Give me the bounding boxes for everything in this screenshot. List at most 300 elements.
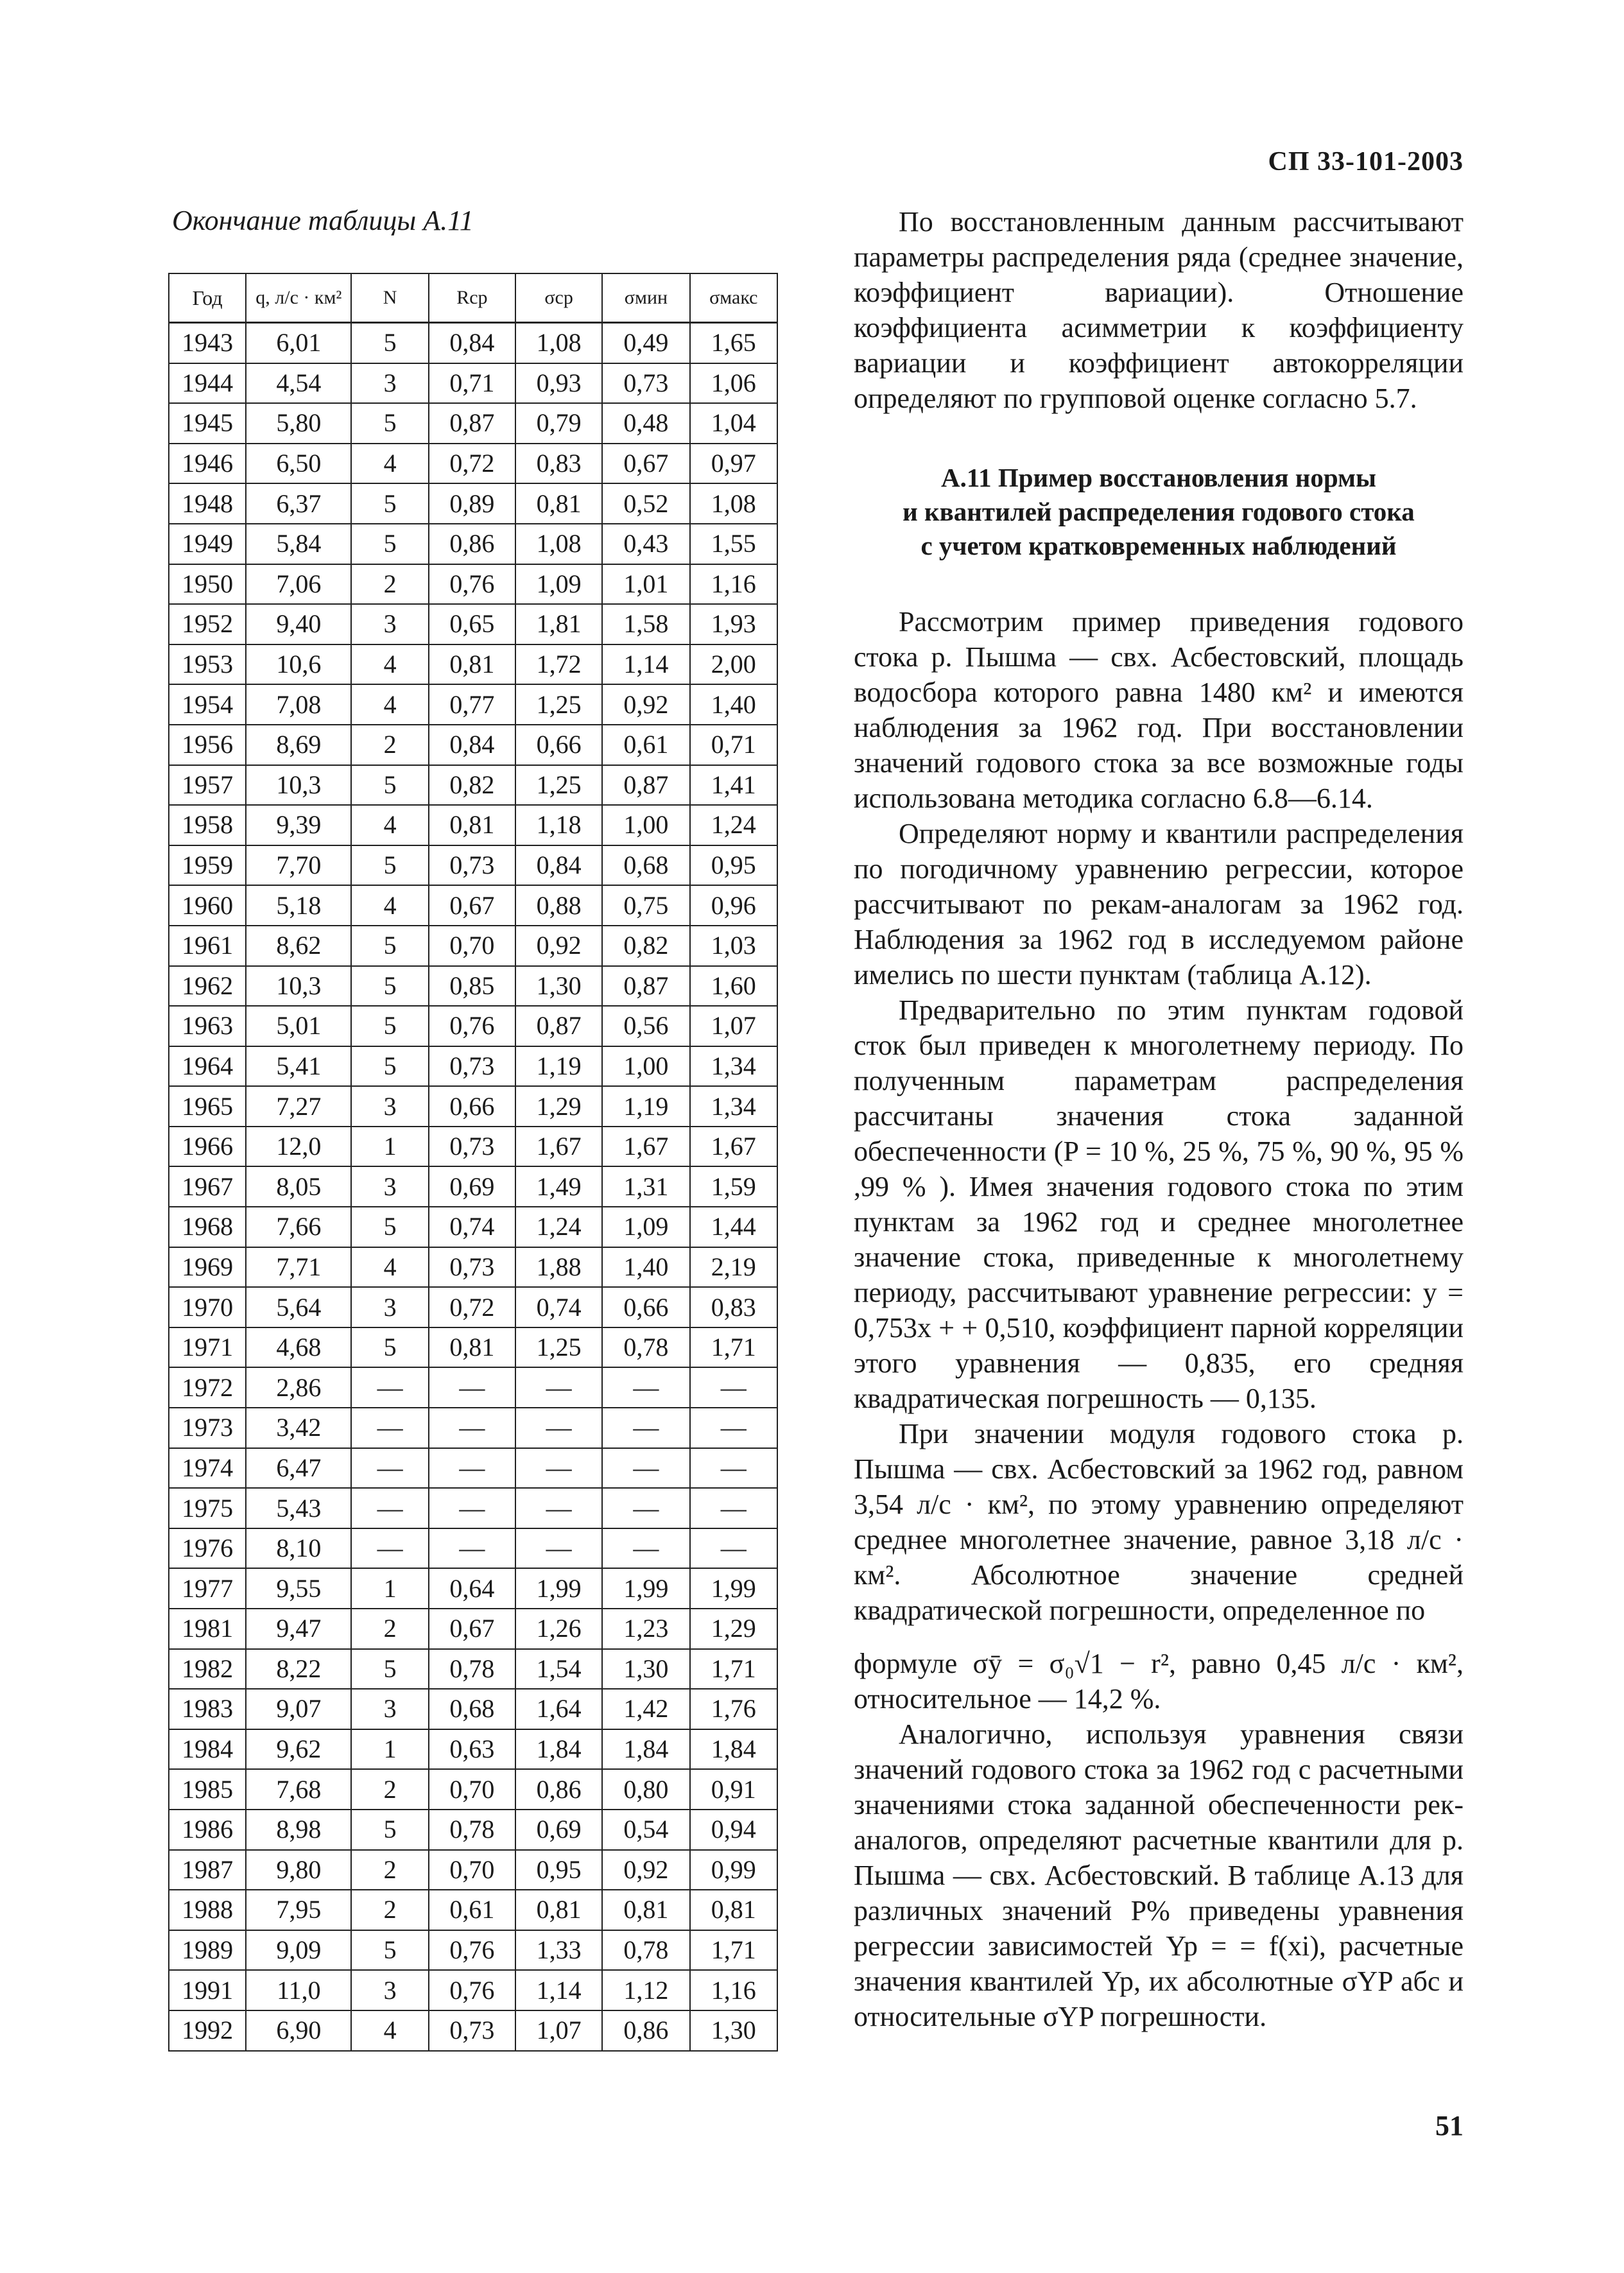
table-caption: Окончание таблицы А.11 (172, 205, 474, 236)
cell-year: 1981 (169, 1609, 246, 1649)
table-row (169, 524, 777, 564)
cell-year: 1964 (169, 1046, 246, 1087)
cell-sigma-max: — (690, 1367, 777, 1408)
cell-year: 1943 (169, 323, 246, 363)
cell-sigma-avg: 1,24 (515, 1207, 602, 1247)
cell-n: 2 (351, 725, 428, 765)
cell-n: 5 (351, 403, 428, 444)
cell-sigma-avg: — (515, 1367, 602, 1408)
cell-n: 2 (351, 1769, 428, 1810)
cell-sigma-min: 0,49 (602, 323, 689, 363)
cell-sigma-max: 1,76 (690, 1689, 777, 1729)
cell-year: 1956 (169, 725, 246, 765)
table-row (169, 1729, 777, 1770)
cell-year: 1987 (169, 1850, 246, 1890)
table-row (169, 1689, 777, 1729)
cell-sigma-avg: 0,84 (515, 845, 602, 886)
cell-r-avg: — (429, 1448, 515, 1489)
cell-q: 7,66 (246, 1207, 351, 1247)
cell-sigma-max: 1,40 (690, 684, 777, 725)
cell-sigma-avg: 0,81 (515, 1890, 602, 1930)
cell-n: 5 (351, 1327, 428, 1368)
cell-n: 1 (351, 1729, 428, 1770)
cell-sigma-avg: 1,29 (515, 1086, 602, 1127)
paragraph-2: Рассмотрим пример приведения годового стока р. Пышма — свх. Асбестовский, площадь водосбора которого равна 1480 км² и имеются наблюдения за 1962 год. При восстановлении значений годового стока за все возможные годы использована методика согласно 6.8—6.14. (854, 606, 1464, 814)
cell-sigma-max: — (690, 1408, 777, 1448)
table-row (169, 1649, 777, 1690)
cell-q: 6,90 (246, 2010, 351, 2051)
cell-sigma-avg: 1,30 (515, 966, 602, 1007)
table-row (169, 1970, 777, 2010)
table-row (169, 604, 777, 644)
cell-r-avg: 0,81 (429, 1327, 515, 1368)
cell-n: — (351, 1408, 428, 1448)
cell-n: 5 (351, 524, 428, 564)
cell-sigma-avg: 1,33 (515, 1930, 602, 1971)
cell-q: 7,27 (246, 1086, 351, 1127)
cell-sigma-avg: 0,69 (515, 1810, 602, 1850)
cell-r-avg: 0,82 (429, 765, 515, 806)
cell-sigma-max: 1,16 (690, 1970, 777, 2010)
cell-year: 1954 (169, 684, 246, 725)
cell-n: 4 (351, 805, 428, 845)
cell-n: 4 (351, 1247, 428, 1288)
cell-year: 1950 (169, 564, 246, 605)
cell-r-avg: 0,69 (429, 1166, 515, 1207)
cell-n: 5 (351, 765, 428, 806)
cell-sigma-max: 1,99 (690, 1568, 777, 1609)
table-row (169, 1006, 777, 1046)
cell-sigma-min: 1,40 (602, 1247, 689, 1288)
table-row (169, 444, 777, 484)
cell-year: 1970 (169, 1287, 246, 1327)
cell-sigma-min: 1,58 (602, 604, 689, 644)
cell-year: 1976 (169, 1528, 246, 1569)
cell-n: 4 (351, 885, 428, 926)
cell-sigma-min: 1,67 (602, 1127, 689, 1167)
cell-q: 5,64 (246, 1287, 351, 1327)
cell-sigma-min: 1,23 (602, 1609, 689, 1649)
cell-year: 1983 (169, 1689, 246, 1729)
cell-sigma-min: 0,68 (602, 845, 689, 886)
cell-r-avg: 0,65 (429, 604, 515, 644)
cell-year: 1967 (169, 1166, 246, 1207)
cell-q: 4,54 (246, 363, 351, 404)
cell-sigma-min: — (602, 1367, 689, 1408)
cell-r-avg: 0,66 (429, 1086, 515, 1127)
cell-q: 7,08 (246, 684, 351, 725)
cell-sigma-min: 0,73 (602, 363, 689, 404)
cell-year: 1974 (169, 1448, 246, 1489)
cell-q: 4,68 (246, 1327, 351, 1368)
cell-q: 7,70 (246, 845, 351, 886)
table-row (169, 1327, 777, 1368)
cell-sigma-max: 1,65 (690, 323, 777, 363)
table-header-row (169, 273, 777, 323)
cell-sigma-avg: 1,08 (515, 323, 602, 363)
cell-n: 3 (351, 363, 428, 404)
cell-n: 5 (351, 323, 428, 363)
cell-sigma-min: 1,09 (602, 1207, 689, 1247)
cell-sigma-avg: 0,66 (515, 725, 602, 765)
cell-n: — (351, 1488, 428, 1528)
cell-sigma-avg: 1,07 (515, 2010, 602, 2051)
header-q: q, л/с · км² (246, 273, 351, 323)
cell-sigma-avg: 1,54 (515, 1649, 602, 1690)
cell-q: 6,01 (246, 323, 351, 363)
cell-sigma-avg: 1,09 (515, 564, 602, 605)
cell-sigma-min: 1,14 (602, 644, 689, 685)
cell-q: 12,0 (246, 1127, 351, 1167)
cell-r-avg: 0,84 (429, 323, 515, 363)
cell-n: 3 (351, 1287, 428, 1327)
cell-year: 1971 (169, 1327, 246, 1368)
cell-sigma-min: 0,80 (602, 1769, 689, 1810)
cell-r-avg: 0,72 (429, 1287, 515, 1327)
cell-sigma-min: 1,42 (602, 1689, 689, 1729)
header-year: Год (169, 273, 246, 323)
cell-r-avg: 0,78 (429, 1649, 515, 1690)
cell-sigma-avg: 0,93 (515, 363, 602, 404)
cell-n: 3 (351, 1086, 428, 1127)
paragraph-5: При значении модуля годового стока р. Пышма — свх. Асбестовский за 1962 год, равном 3,54 л/с · км², по этому уравнению определяют среднее многолетнее значение, равное 3,18 л/с · км². Абсолютное значение средней квадратической погрешности, определенное по (854, 1418, 1464, 1626)
table-row (169, 1046, 777, 1087)
cell-sigma-max: 0,71 (690, 725, 777, 765)
cell-n: 1 (351, 1568, 428, 1609)
cell-sigma-avg: 0,88 (515, 885, 602, 926)
cell-n: 5 (351, 966, 428, 1007)
cell-sigma-max: 1,30 (690, 2010, 777, 2051)
cell-n: 4 (351, 644, 428, 685)
cell-n: 5 (351, 1810, 428, 1850)
section-title-line-3: с учетом кратковременных наблюдений (920, 531, 1397, 560)
cell-r-avg: 0,84 (429, 725, 515, 765)
cell-r-avg: 0,78 (429, 1810, 515, 1850)
cell-sigma-avg: 0,95 (515, 1850, 602, 1890)
cell-sigma-min: — (602, 1528, 689, 1569)
cell-q: 10,6 (246, 644, 351, 685)
cell-r-avg: 0,73 (429, 1127, 515, 1167)
cell-q: 5,43 (246, 1488, 351, 1528)
cell-year: 1952 (169, 604, 246, 644)
table-row (169, 1609, 777, 1649)
cell-sigma-avg: 1,14 (515, 1970, 602, 2010)
cell-n: 1 (351, 1127, 428, 1167)
cell-sigma-max: 1,24 (690, 805, 777, 845)
table-row (169, 765, 777, 806)
paragraph-3: Определяют норму и квантили распределения по погодичному уравнению регрессии, которое рассчитывают по рекам-аналогам за 1962 год. Наблюдения за 1962 год в исследуемом районе имелись по шести пунктам (таблица А.12). (854, 818, 1464, 990)
cell-year: 1988 (169, 1890, 246, 1930)
cell-sigma-max: 1,84 (690, 1729, 777, 1770)
cell-sigma-min: — (602, 1408, 689, 1448)
cell-r-avg: 0,70 (429, 926, 515, 966)
table-row (169, 1769, 777, 1810)
cell-n: 5 (351, 845, 428, 886)
table-row (169, 725, 777, 765)
cell-q: 9,55 (246, 1568, 351, 1609)
cell-r-avg: 0,71 (429, 363, 515, 404)
cell-sigma-avg: — (515, 1448, 602, 1489)
cell-sigma-max: 0,95 (690, 845, 777, 886)
cell-q: 3,42 (246, 1408, 351, 1448)
cell-q: 9,07 (246, 1689, 351, 1729)
cell-q: 6,50 (246, 444, 351, 484)
table-body (169, 323, 777, 2051)
document-code: СП 33-101-2003 (1268, 147, 1464, 177)
cell-r-avg: 0,64 (429, 1568, 515, 1609)
cell-n: 2 (351, 1609, 428, 1649)
table-row (169, 644, 777, 685)
cell-r-avg: — (429, 1408, 515, 1448)
cell-r-avg: 0,70 (429, 1769, 515, 1810)
cell-n: — (351, 1448, 428, 1489)
cell-sigma-max: 0,94 (690, 1810, 777, 1850)
cell-sigma-min: 0,87 (602, 966, 689, 1007)
cell-sigma-max: 1,71 (690, 1649, 777, 1690)
cell-q: 9,39 (246, 805, 351, 845)
table-row (169, 1850, 777, 1890)
cell-sigma-max: 1,29 (690, 1609, 777, 1649)
cell-sigma-max: 1,34 (690, 1046, 777, 1087)
header-sigma-avg: σср (515, 273, 602, 323)
table-row (169, 323, 777, 363)
cell-q: 10,3 (246, 765, 351, 806)
cell-sigma-min: 0,82 (602, 926, 689, 966)
cell-sigma-avg: 1,99 (515, 1568, 602, 1609)
cell-n: 3 (351, 1166, 428, 1207)
cell-sigma-max: 1,07 (690, 1006, 777, 1046)
cell-r-avg: — (429, 1488, 515, 1528)
cell-sigma-min: 1,01 (602, 564, 689, 605)
cell-sigma-max: 1,08 (690, 483, 777, 524)
cell-q: 8,98 (246, 1810, 351, 1850)
cell-sigma-max: 1,71 (690, 1930, 777, 1971)
cell-year: 1949 (169, 524, 246, 564)
cell-sigma-min: 1,19 (602, 1086, 689, 1127)
cell-sigma-avg: — (515, 1528, 602, 1569)
cell-sigma-min: 1,84 (602, 1729, 689, 1770)
table-row (169, 1810, 777, 1850)
paragraph-4: Предварительно по этим пунктам годовой сток был приведен к многолетнему периоду. По полученным параметрам распределения рассчитаны значения стока заданной обеспеченности (P = 10 %, 25 %, 75 %, 90 %, 95 % ,99 % ). Имея значения годового стока по этим пунктам за 1962 год и среднее многолетнее значение стока, приведенные к многолетнему периоду, рассчитывают уравнение регрессии: y = 0,753x + + 0,510, коэффициент парной корреляции этого уравнения — 0,835, его средняя квадратическая погрешность — 0,135. (854, 994, 1464, 1414)
cell-r-avg: 0,61 (429, 1890, 515, 1930)
cell-sigma-avg: 1,18 (515, 805, 602, 845)
cell-sigma-min: 0,48 (602, 403, 689, 444)
table-row (169, 1930, 777, 1971)
cell-n: 2 (351, 564, 428, 605)
table-row (169, 1247, 777, 1288)
cell-year: 1953 (169, 644, 246, 685)
cell-sigma-max: — (690, 1448, 777, 1489)
cell-year: 1958 (169, 805, 246, 845)
cell-q: 9,80 (246, 1850, 351, 1890)
cell-r-avg: — (429, 1528, 515, 1569)
cell-n: 5 (351, 483, 428, 524)
cell-sigma-max: 1,04 (690, 403, 777, 444)
cell-sigma-max: 1,71 (690, 1327, 777, 1368)
cell-sigma-max: 2,00 (690, 644, 777, 685)
table-row (169, 363, 777, 404)
cell-n: 5 (351, 1930, 428, 1971)
cell-q: 8,69 (246, 725, 351, 765)
cell-sigma-min: 1,30 (602, 1649, 689, 1690)
cell-sigma-avg: 1,88 (515, 1247, 602, 1288)
page-number: 51 (1435, 2110, 1464, 2141)
cell-q: 8,10 (246, 1528, 351, 1569)
cell-sigma-max: 0,96 (690, 885, 777, 926)
cell-q: 2,86 (246, 1367, 351, 1408)
cell-sigma-min: 0,78 (602, 1930, 689, 1971)
cell-sigma-max: — (690, 1528, 777, 1569)
section-title-line-2: и квантилей распределения годового стока (903, 497, 1415, 526)
cell-year: 1989 (169, 1930, 246, 1971)
cell-r-avg: 0,76 (429, 1930, 515, 1971)
cell-sigma-max: 1,93 (690, 604, 777, 644)
cell-sigma-min: 0,54 (602, 1810, 689, 1850)
table-row (169, 483, 777, 524)
cell-n: — (351, 1528, 428, 1569)
cell-q: 6,47 (246, 1448, 351, 1489)
cell-year: 1992 (169, 2010, 246, 2051)
cell-sigma-avg: 0,86 (515, 1769, 602, 1810)
cell-r-avg: 0,87 (429, 403, 515, 444)
cell-year: 1946 (169, 444, 246, 484)
cell-sigma-min: 1,00 (602, 805, 689, 845)
table-row (169, 926, 777, 966)
cell-n: 5 (351, 1207, 428, 1247)
cell-r-avg: 0,72 (429, 444, 515, 484)
table-row (169, 1528, 777, 1569)
cell-sigma-min: 0,43 (602, 524, 689, 564)
cell-r-avg: 0,70 (429, 1850, 515, 1890)
cell-sigma-avg: 1,72 (515, 644, 602, 685)
cell-n: 4 (351, 444, 428, 484)
paragraph-1: По восстановленным данным рассчитывают параметры распределения ряда (среднее значение, коэффициент вариации). Отношение коэффициента асимметрии к коэффициенту вариации и коэффициент автокорреляции определяют по групповой оценке согласно 5.7. (854, 206, 1464, 414)
cell-r-avg: 0,74 (429, 1207, 515, 1247)
cell-q: 6,37 (246, 483, 351, 524)
cell-n: 5 (351, 1649, 428, 1690)
cell-q: 9,62 (246, 1729, 351, 1770)
cell-n: 5 (351, 1046, 428, 1087)
cell-r-avg: 0,77 (429, 684, 515, 725)
table-row (169, 1448, 777, 1489)
cell-sigma-min: 1,00 (602, 1046, 689, 1087)
table-row (169, 845, 777, 886)
cell-sigma-avg: 1,67 (515, 1127, 602, 1167)
cell-sigma-avg: 0,81 (515, 483, 602, 524)
cell-year: 1959 (169, 845, 246, 886)
cell-n: 3 (351, 1970, 428, 2010)
cell-n: 5 (351, 926, 428, 966)
cell-year: 1972 (169, 1367, 246, 1408)
cell-sigma-avg: 1,08 (515, 524, 602, 564)
cell-n: — (351, 1367, 428, 1408)
cell-r-avg: 0,81 (429, 805, 515, 845)
cell-year: 1966 (169, 1127, 246, 1167)
cell-r-avg: 0,76 (429, 1006, 515, 1046)
cell-year: 1986 (169, 1810, 246, 1850)
header-r-avg: Rср (429, 273, 515, 323)
cell-r-avg: 0,85 (429, 966, 515, 1007)
cell-r-avg: 0,73 (429, 845, 515, 886)
cell-sigma-avg: 1,25 (515, 765, 602, 806)
cell-year: 1982 (169, 1649, 246, 1690)
cell-sigma-max: 0,91 (690, 1769, 777, 1810)
cell-year: 1975 (169, 1488, 246, 1528)
cell-sigma-min: 0,67 (602, 444, 689, 484)
table-row (169, 2010, 777, 2051)
cell-sigma-min: — (602, 1448, 689, 1489)
cell-year: 1968 (169, 1207, 246, 1247)
cell-year: 1965 (169, 1086, 246, 1127)
cell-sigma-avg: 1,81 (515, 604, 602, 644)
cell-r-avg: 0,89 (429, 483, 515, 524)
cell-r-avg: — (429, 1367, 515, 1408)
cell-year: 1991 (169, 1970, 246, 2010)
cell-year: 1960 (169, 885, 246, 926)
cell-r-avg: 0,81 (429, 644, 515, 685)
cell-sigma-min: 0,78 (602, 1327, 689, 1368)
header-sigma-max: σмакс (690, 273, 777, 323)
cell-sigma-avg: 1,64 (515, 1689, 602, 1729)
cell-sigma-max: 1,16 (690, 564, 777, 605)
cell-sigma-min: 0,81 (602, 1890, 689, 1930)
cell-year: 1984 (169, 1729, 246, 1770)
cell-q: 9,09 (246, 1930, 351, 1971)
cell-q: 9,40 (246, 604, 351, 644)
cell-q: 7,71 (246, 1247, 351, 1288)
cell-r-avg: 0,76 (429, 564, 515, 605)
table-row (169, 1287, 777, 1327)
cell-sigma-avg: 0,74 (515, 1287, 602, 1327)
cell-sigma-avg: 0,83 (515, 444, 602, 484)
table-row (169, 1408, 777, 1448)
cell-sigma-max: 0,81 (690, 1890, 777, 1930)
table-row (169, 885, 777, 926)
cell-sigma-max: 1,03 (690, 926, 777, 966)
table-row (169, 1086, 777, 1127)
section-title-line-1: А.11 Пример восстановления нормы (940, 463, 1377, 492)
cell-n: 2 (351, 1890, 428, 1930)
cell-sigma-max: 1,34 (690, 1086, 777, 1127)
cell-q: 10,3 (246, 966, 351, 1007)
table-row (169, 1127, 777, 1167)
cell-sigma-avg: 1,25 (515, 684, 602, 725)
paragraph-6: формуле σȳ = σ₀√1 − r², равно 0,45 л/с · км², относительное — 14,2 %. (854, 1648, 1464, 1715)
cell-sigma-min: 0,61 (602, 725, 689, 765)
cell-sigma-avg: 1,26 (515, 1609, 602, 1649)
cell-sigma-avg: 1,19 (515, 1046, 602, 1087)
cell-year: 1973 (169, 1408, 246, 1448)
cell-q: 7,68 (246, 1769, 351, 1810)
cell-sigma-max: 1,06 (690, 363, 777, 404)
cell-q: 5,84 (246, 524, 351, 564)
cell-sigma-min: — (602, 1488, 689, 1528)
paragraph-7: Аналогично, используя уравнения связи значений годового стока за 1962 год с расчетными значениями стока заданной обеспеченности рек-аналогов, определяют расчетные квантили для р. Пышма — свх. Асбестовский. В таблице А.13 для различных значений P% приведены уравнения регрессии зависимостей Yp = = f(xi), расчетные значения квантилей Yp, их абсолютные σYP абс и относительные σYP погрешности. (854, 1718, 1464, 2032)
cell-sigma-max: 1,41 (690, 765, 777, 806)
cell-sigma-max: 1,55 (690, 524, 777, 564)
body-text (854, 204, 1464, 2034)
table-row (169, 805, 777, 845)
table-row (169, 966, 777, 1007)
cell-sigma-max: 1,44 (690, 1207, 777, 1247)
cell-sigma-max: 1,67 (690, 1127, 777, 1167)
section-title (854, 461, 1464, 563)
cell-year: 1948 (169, 483, 246, 524)
cell-sigma-min: 0,56 (602, 1006, 689, 1046)
cell-sigma-min: 0,92 (602, 1850, 689, 1890)
cell-sigma-min: 0,86 (602, 2010, 689, 2051)
cell-year: 1985 (169, 1769, 246, 1810)
